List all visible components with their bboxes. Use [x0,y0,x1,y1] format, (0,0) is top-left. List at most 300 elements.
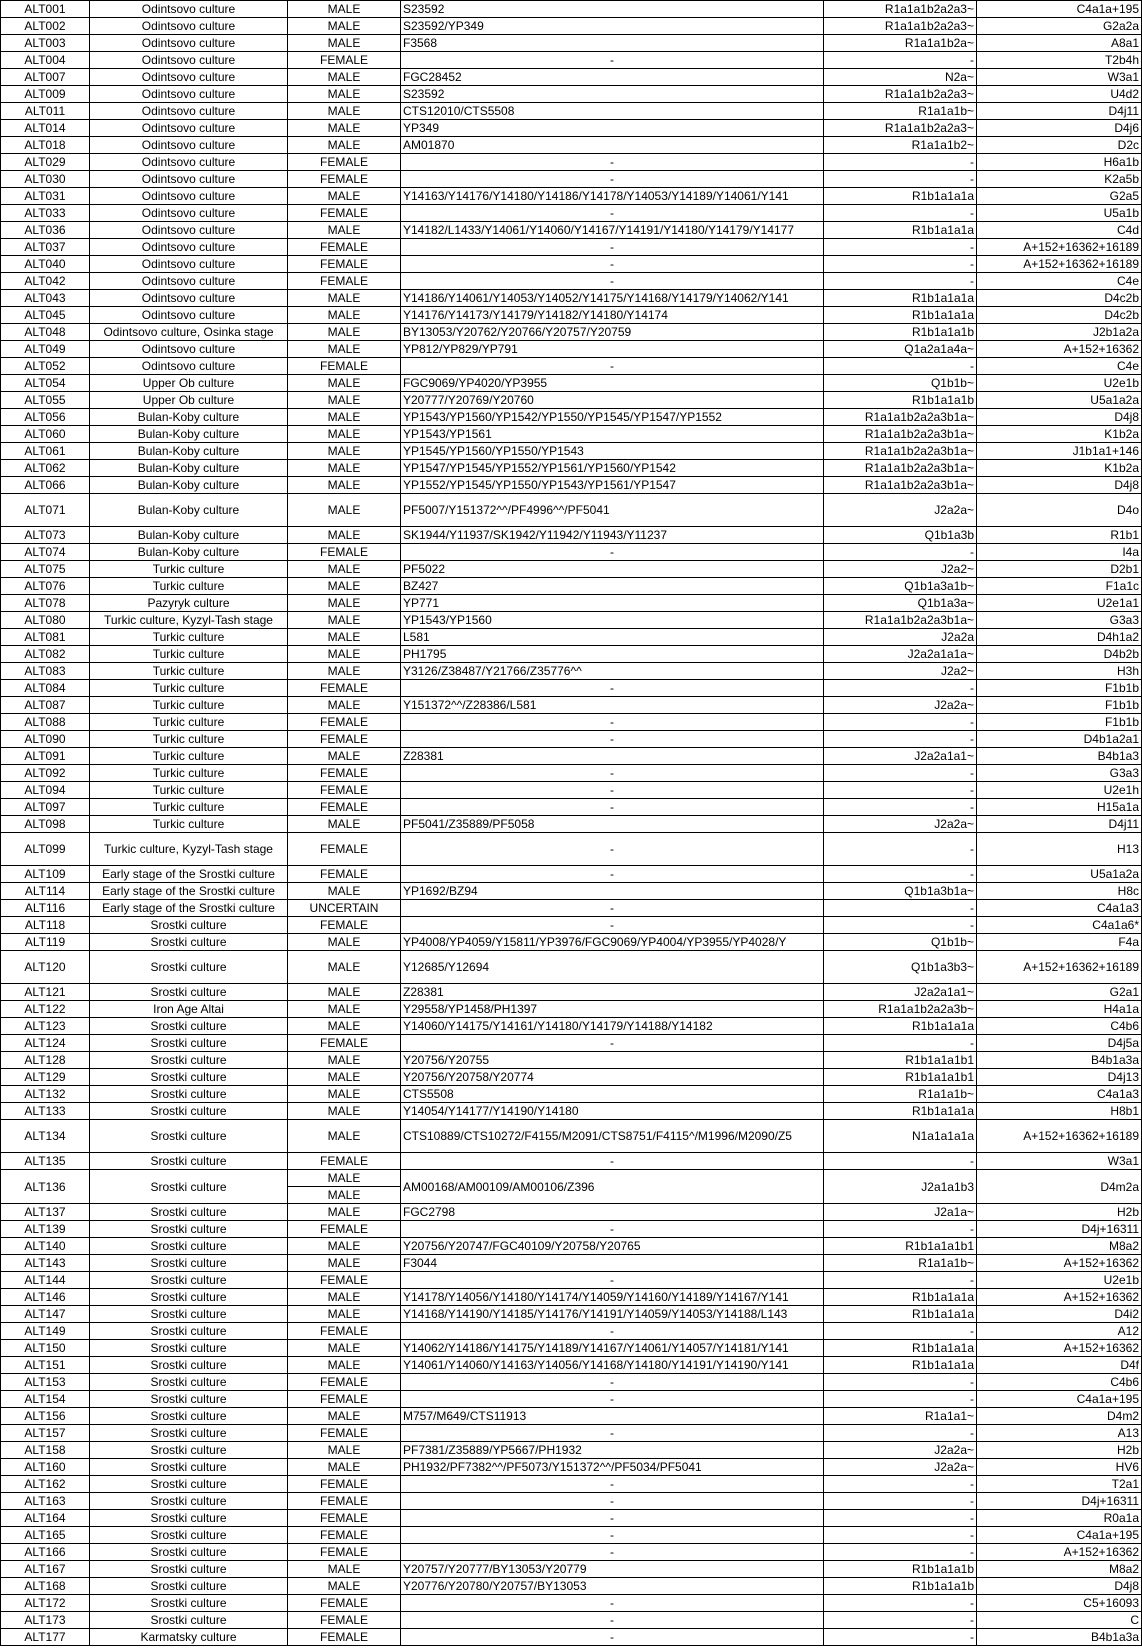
sex-cell: MALE [288,595,401,612]
sex-cell: MALE [288,443,401,460]
snp-cell: YP1552/YP1545/YP1550/YP1543/YP1561/YP1547 [401,477,824,494]
sex-cell: MALE [288,1459,401,1476]
sex-cell: MALE [288,188,401,205]
table-row [1,1221,1142,1238]
table-row [1,765,1142,782]
culture-cell: Srostki culture [90,1459,288,1476]
sample-id-cell: ALT147 [1,1306,90,1323]
snp-cell: SK1944/Y11937/SK1942/Y11942/Y11943/Y11237 [401,527,824,544]
y-haplogroup-cell: R1b1a1a1b [824,392,977,409]
sample-id-cell: ALT084 [1,680,90,697]
y-haplogroup-cell: - [824,1544,977,1561]
sample-id-cell: ALT097 [1,799,90,816]
mt-haplogroup-cell: D4o [977,494,1142,527]
table-row [1,1391,1142,1408]
culture-cell: Bulan-Koby culture [90,426,288,443]
mt-haplogroup-cell: B4b1a3 [977,748,1142,765]
y-haplogroup-cell: N2a~ [824,69,977,86]
table-row [1,1120,1142,1153]
culture-cell: Srostki culture [90,1442,288,1459]
sex-cell: MALE [288,883,401,900]
mt-haplogroup-cell: C4a1a+195 [977,1391,1142,1408]
snp-cell: YP1543/YP1560/YP1542/YP1550/YP1545/YP1547/YP1552 [401,409,824,426]
mt-haplogroup-cell: B4b1a3a [977,1629,1142,1646]
y-haplogroup-cell: - [824,239,977,256]
snp-cell: - [401,680,824,697]
table-row [1,782,1142,799]
table-row [1,103,1142,120]
mt-haplogroup-cell: D4j8 [977,409,1142,426]
culture-cell: Srostki culture [90,1221,288,1238]
snp-cell: Z28381 [401,748,824,765]
table-row [1,1069,1142,1086]
y-haplogroup-cell: R1b1a1a1a [824,1018,977,1035]
culture-cell: Turkic culture [90,765,288,782]
mt-haplogroup-cell: A12 [977,1323,1142,1340]
culture-cell: Turkic culture [90,680,288,697]
mt-haplogroup-cell: G2a2a [977,18,1142,35]
sample-id-cell: ALT062 [1,460,90,477]
culture-cell: Srostki culture [90,1408,288,1425]
sex-cell: MALE [288,646,401,663]
sample-id-cell: ALT007 [1,69,90,86]
snp-cell: - [401,1595,824,1612]
table-row [1,358,1142,375]
snp-cell: S23592 [401,1,824,18]
snp-cell: Y20757/Y20777/BY13053/Y20779 [401,1561,824,1578]
snp-cell: - [401,1153,824,1170]
mt-haplogroup-cell: C4d [977,222,1142,239]
mt-haplogroup-cell: H6a1b [977,154,1142,171]
y-haplogroup-cell: - [824,680,977,697]
table-row [1,1544,1142,1561]
culture-cell: Srostki culture [90,1018,288,1035]
table-row [1,984,1142,1001]
culture-cell: Odintsovo culture [90,35,288,52]
culture-cell: Upper Ob culture [90,375,288,392]
sex-cell: MALE [288,748,401,765]
culture-cell: Srostki culture [90,951,288,984]
sample-id-cell: ALT048 [1,324,90,341]
sex-cell: FEMALE [288,680,401,697]
sample-id-cell: ALT049 [1,341,90,358]
mt-haplogroup-cell: U2e1h [977,782,1142,799]
culture-cell: Srostki culture [90,1323,288,1340]
sample-id-cell: ALT156 [1,1408,90,1425]
sample-id-cell: ALT121 [1,984,90,1001]
y-haplogroup-cell: - [824,900,977,917]
snp-cell: CTS12010/CTS5508 [401,103,824,120]
y-haplogroup-cell: R1b1a1a1a [824,1306,977,1323]
table-row [1,239,1142,256]
table-row [1,154,1142,171]
table-row [1,1340,1142,1357]
y-haplogroup-cell: - [824,544,977,561]
table-row [1,1,1142,18]
table-row [1,1204,1142,1221]
sample-id-cell: ALT029 [1,154,90,171]
snp-cell: YP771 [401,595,824,612]
table-row [1,324,1142,341]
sample-id-cell: ALT137 [1,1204,90,1221]
sample-id-cell: ALT055 [1,392,90,409]
table-row [1,1374,1142,1391]
snp-cell: - [401,900,824,917]
sample-id-cell: ALT157 [1,1425,90,1442]
sex-cell: MALE [288,1357,401,1374]
table-row [1,460,1142,477]
sample-id-cell: ALT177 [1,1629,90,1646]
mt-haplogroup-cell: D4m2 [977,1408,1142,1425]
mt-haplogroup-cell: F1b1b [977,697,1142,714]
mt-haplogroup-cell: D4m2a [977,1170,1142,1204]
table-row [1,1629,1142,1646]
table-row [1,748,1142,765]
mt-haplogroup-cell: K2a5b [977,171,1142,188]
sample-id-cell: ALT018 [1,137,90,154]
snp-cell: PF7381/Z35889/YP5667/PH1932 [401,1442,824,1459]
culture-cell: Bulan-Koby culture [90,527,288,544]
table-row [1,612,1142,629]
mt-haplogroup-cell: D4j11 [977,103,1142,120]
sample-id-cell: ALT052 [1,358,90,375]
table-row [1,137,1142,154]
culture-cell: Odintsovo culture [90,307,288,324]
culture-cell: Srostki culture [90,1544,288,1561]
sex-cell: MALE [288,1001,401,1018]
snp-cell: Y14178/Y14056/Y14180/Y14174/Y14059/Y14160/Y14189/Y14167/Y141 [401,1289,824,1306]
snp-cell: M757/M649/CTS11913 [401,1408,824,1425]
snp-cell: - [401,239,824,256]
sex-cell: MALE [288,1289,401,1306]
table-row [1,646,1142,663]
mt-haplogroup-cell: U2e1b [977,375,1142,392]
culture-cell: Srostki culture [90,1238,288,1255]
sample-id-cell: ALT168 [1,1578,90,1595]
culture-cell: Srostki culture [90,1035,288,1052]
culture-cell: Bulan-Koby culture [90,544,288,561]
y-haplogroup-cell: R1a1a1b~ [824,103,977,120]
snp-cell: YP1545/YP1560/YP1550/YP1543 [401,443,824,460]
mt-haplogroup-cell: K1b2a [977,426,1142,443]
y-haplogroup-cell: J2a1a1b3 [824,1170,977,1204]
table-row [1,595,1142,612]
sex-cell: MALE [288,1255,401,1272]
sample-id-cell: ALT092 [1,765,90,782]
table-row [1,917,1142,934]
table-row [1,561,1142,578]
snp-cell: Y14054/Y14177/Y14190/Y14180 [401,1103,824,1120]
sample-id-cell: ALT003 [1,35,90,52]
snp-cell: Y14163/Y14176/Y14180/Y14186/Y14178/Y14053/Y14189/Y14061/Y141 [401,188,824,205]
sex-cell: MALE [288,1,401,18]
mt-haplogroup-cell: R0a1a [977,1510,1142,1527]
snp-cell: - [401,1035,824,1052]
mt-haplogroup-cell: C [977,1612,1142,1629]
sample-id-cell: ALT119 [1,934,90,951]
sample-id-cell: ALT083 [1,663,90,680]
sex-cell: MALE [288,663,401,680]
table-row [1,341,1142,358]
mt-haplogroup-cell: C4b6 [977,1018,1142,1035]
mt-haplogroup-cell: F1a1c [977,578,1142,595]
table-row [1,1357,1142,1374]
culture-cell: Odintsovo culture [90,18,288,35]
snp-cell: - [401,799,824,816]
culture-cell: Srostki culture [90,1612,288,1629]
sex-cell: FEMALE [288,1510,401,1527]
y-haplogroup-cell: R1a1a1b2a2a3b1a~ [824,477,977,494]
y-haplogroup-cell: R1b1a1a1a [824,1289,977,1306]
y-haplogroup-cell: - [824,866,977,883]
mt-haplogroup-cell: HV6 [977,1459,1142,1476]
snp-cell: Y14062/Y14186/Y14175/Y14189/Y14167/Y14061/Y14057/Y14181/Y141 [401,1340,824,1357]
table-row [1,1612,1142,1629]
table-row [1,1001,1142,1018]
sample-id-cell: ALT134 [1,1120,90,1153]
snp-cell: BZ427 [401,578,824,595]
snp-cell: - [401,273,824,290]
sample-id-cell: ALT139 [1,1221,90,1238]
sex-cell: MALE [288,35,401,52]
y-haplogroup-cell: R1b1a1a1a [824,290,977,307]
culture-cell: Turkic culture [90,646,288,663]
table-row [1,426,1142,443]
sex-cell: FEMALE [288,154,401,171]
snp-cell: - [401,833,824,866]
sex-cell: FEMALE [288,731,401,748]
table-row [1,1493,1142,1510]
table-row [1,833,1142,866]
culture-cell: Odintsovo culture [90,103,288,120]
mt-haplogroup-cell: A+152+16362+16189 [977,239,1142,256]
culture-cell: Srostki culture [90,1052,288,1069]
mt-haplogroup-cell: G2a5 [977,188,1142,205]
sample-id-cell: ALT129 [1,1069,90,1086]
mt-haplogroup-cell: B4b1a3a [977,1052,1142,1069]
mt-haplogroup-cell: M8a2 [977,1561,1142,1578]
sample-id-cell: ALT120 [1,951,90,984]
sample-id-cell: ALT094 [1,782,90,799]
sample-id-cell: ALT153 [1,1374,90,1391]
sample-id-cell: ALT140 [1,1238,90,1255]
sample-id-cell: ALT042 [1,273,90,290]
y-haplogroup-cell: Q1b1a3b [824,527,977,544]
culture-cell: Turkic culture [90,816,288,833]
sex-cell: MALE [288,1069,401,1086]
snp-cell: YP1543/YP1561 [401,426,824,443]
mt-haplogroup-cell: H15a1a [977,799,1142,816]
y-haplogroup-cell: - [824,52,977,69]
y-haplogroup-cell: - [824,1629,977,1646]
mt-haplogroup-cell: W3a1 [977,69,1142,86]
sample-id-cell: ALT082 [1,646,90,663]
sample-id-cell: ALT074 [1,544,90,561]
sex-cell: FEMALE [288,765,401,782]
sex-cell: MALE [288,1442,401,1459]
sex-cell: FEMALE [288,256,401,273]
sample-id-cell: ALT036 [1,222,90,239]
table-row [1,663,1142,680]
table-row [1,1510,1142,1527]
sex-cell: FEMALE [288,171,401,188]
sample-id-cell: ALT078 [1,595,90,612]
snp-cell: Y14176/Y14173/Y14179/Y14182/Y14180/Y14174 [401,307,824,324]
culture-cell: Bulan-Koby culture [90,477,288,494]
snp-cell: S23592 [401,86,824,103]
culture-cell: Odintsovo culture [90,52,288,69]
y-haplogroup-cell: - [824,1510,977,1527]
sample-id-cell: ALT037 [1,239,90,256]
culture-cell: Turkic culture [90,799,288,816]
mt-haplogroup-cell: A13 [977,1425,1142,1442]
sex-cell: MALE [288,137,401,154]
mt-haplogroup-cell: H4a1a [977,1001,1142,1018]
sample-id-cell: ALT116 [1,900,90,917]
table-row [1,1035,1142,1052]
y-haplogroup-cell: R1a1a1b2a~ [824,35,977,52]
snp-cell: PH1795 [401,646,824,663]
y-haplogroup-cell: - [824,714,977,731]
culture-cell: Early stage of the Srostki culture [90,900,288,917]
mt-haplogroup-cell: H2b [977,1204,1142,1221]
mt-haplogroup-cell: U5a1a2a [977,866,1142,883]
y-haplogroup-cell: R1a1a1b~ [824,1086,977,1103]
snp-cell: AM01870 [401,137,824,154]
table-row [1,1442,1142,1459]
y-haplogroup-cell: R1b1a1a1b [824,1561,977,1578]
sex-cell: FEMALE [288,1544,401,1561]
table-row [1,1153,1142,1170]
mt-haplogroup-cell: F1b1b [977,680,1142,697]
culture-cell: Srostki culture [90,1086,288,1103]
snp-cell: - [401,1527,824,1544]
sex-cell: MALE [288,1340,401,1357]
table-row [1,1052,1142,1069]
sex-subcell: MALE [288,1186,400,1203]
culture-cell: Odintsovo culture [90,256,288,273]
y-haplogroup-cell: - [824,1493,977,1510]
table-row [1,443,1142,460]
y-haplogroup-cell: R1a1a1b2a2a3b~ [824,1001,977,1018]
table-row [1,1323,1142,1340]
snp-cell: YP4008/YP4059/Y15811/YP3976/FGC9069/YP4004/YP3955/YP4028/Y [401,934,824,951]
sample-id-cell: ALT132 [1,1086,90,1103]
snp-cell: - [401,154,824,171]
table-row [1,1306,1142,1323]
sex-cell: FEMALE [288,799,401,816]
sample-id-cell: ALT080 [1,612,90,629]
sex-cell: FEMALE [288,1323,401,1340]
table-row [1,1476,1142,1493]
sample-id-cell: ALT166 [1,1544,90,1561]
y-haplogroup-cell: R1a1a1b2a2a3~ [824,1,977,18]
snp-cell: - [401,52,824,69]
mt-haplogroup-cell: D4j8 [977,477,1142,494]
y-haplogroup-cell: R1b1a1a1b1 [824,1069,977,1086]
mt-haplogroup-cell: G3a3 [977,765,1142,782]
y-haplogroup-cell: J2a2a1a1a~ [824,646,977,663]
y-haplogroup-cell: R1a1a1b2a2a3b1a~ [824,409,977,426]
y-haplogroup-cell: R1a1a1b2a2a3b1a~ [824,612,977,629]
culture-cell: Odintsovo culture [90,120,288,137]
sex-cell: FEMALE [288,358,401,375]
culture-cell: Odintsovo culture [90,273,288,290]
snp-cell: PF5022 [401,561,824,578]
mt-haplogroup-cell: C4e [977,358,1142,375]
sex-cell: FEMALE [288,205,401,222]
culture-cell: Odintsovo culture [90,290,288,307]
sex-cell: MALE [288,1408,401,1425]
culture-cell: Srostki culture [90,1255,288,1272]
culture-cell: Srostki culture [90,1493,288,1510]
mt-haplogroup-cell: G2a1 [977,984,1142,1001]
sex-cell: MALE [288,1578,401,1595]
culture-cell: Turkic culture [90,629,288,646]
sex-cell: MALE [288,527,401,544]
mt-haplogroup-cell: C4a1a3 [977,1086,1142,1103]
table-row [1,1238,1142,1255]
y-haplogroup-cell: - [824,1153,977,1170]
sex-subcell: MALE [327,1171,361,1185]
mt-haplogroup-cell: D4c2b [977,290,1142,307]
y-haplogroup-cell: R1a1a1b2a2a3b1a~ [824,460,977,477]
mt-haplogroup-cell: D2c [977,137,1142,154]
y-haplogroup-cell: J2a2a~ [824,1442,977,1459]
culture-cell: Srostki culture [90,1578,288,1595]
sample-id-cell: ALT033 [1,205,90,222]
table-row [1,680,1142,697]
y-haplogroup-cell: J2a2a1a1~ [824,984,977,1001]
y-haplogroup-cell: - [824,1612,977,1629]
mt-haplogroup-cell: U5a1a2a [977,392,1142,409]
y-haplogroup-cell: - [824,1374,977,1391]
y-haplogroup-cell: - [824,799,977,816]
y-haplogroup-cell: - [824,1595,977,1612]
y-haplogroup-cell: R1b1a1a1a [824,1103,977,1120]
sex-cell: FEMALE [288,1272,401,1289]
table-row [1,629,1142,646]
y-haplogroup-cell: Q1a2a1a4a~ [824,341,977,358]
y-haplogroup-cell: Q1b1a3b3~ [824,951,977,984]
table-row [1,544,1142,561]
culture-cell: Srostki culture [90,1510,288,1527]
mt-haplogroup-cell: D4j+16311 [977,1221,1142,1238]
sex-cell: MALE [288,951,401,984]
sample-id-cell: ALT073 [1,527,90,544]
sample-id-cell: ALT071 [1,494,90,527]
snp-cell: - [401,866,824,883]
sample-id-cell: ALT151 [1,1357,90,1374]
y-haplogroup-cell: R1b1a1a1b [824,1578,977,1595]
table-row [1,900,1142,917]
table-row [1,883,1142,900]
samples-table-body [1,1,1142,1646]
y-haplogroup-cell: - [824,358,977,375]
table-row [1,35,1142,52]
culture-cell: Pazyryk culture [90,595,288,612]
snp-cell: F3568 [401,35,824,52]
sex-cell: MALE [288,222,401,239]
sex-cell: FEMALE [288,1476,401,1493]
mt-haplogroup-cell: I4a [977,544,1142,561]
culture-cell: Odintsovo culture [90,205,288,222]
y-haplogroup-cell: R1b1a1a1a [824,1340,977,1357]
y-haplogroup-cell: J2a2a [824,629,977,646]
sex-cell: MALE [288,18,401,35]
culture-cell: Srostki culture [90,1595,288,1612]
mt-haplogroup-cell: C5+16093 [977,1595,1142,1612]
